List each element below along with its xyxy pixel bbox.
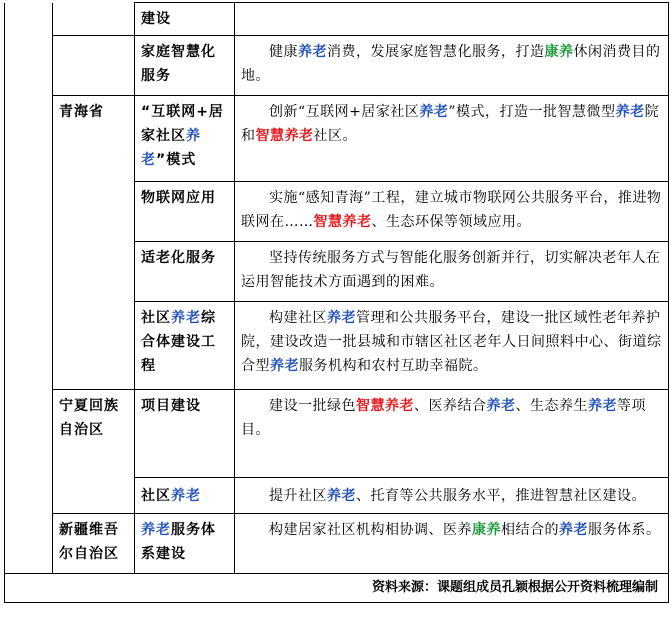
text-segment: 、生态养生 <box>515 398 588 414</box>
desc-cell <box>235 36 669 96</box>
text-segment: 社区。 <box>313 128 357 144</box>
text-segment: 服务体系。 <box>588 522 661 538</box>
province-cell: 青海省 <box>53 96 135 390</box>
province-cell <box>53 36 135 96</box>
source-note: 资料来源：课题组成员孔颖根据公开资料梳理编制 <box>5 574 669 603</box>
text-segment: 构建居家社区机构相协调、医养 <box>269 522 472 538</box>
text-segment: 院和 <box>241 104 660 144</box>
table-row <box>5 574 669 603</box>
keyword-highlight: 养老 <box>419 104 449 120</box>
text-segment: 适老化服务 <box>141 250 216 266</box>
desc-cell <box>235 390 669 478</box>
keyword-highlight: 养老 <box>327 487 356 504</box>
policy-table <box>4 2 669 603</box>
item-cell <box>135 514 235 574</box>
text-segment: 等项目。 <box>241 398 646 438</box>
table-row <box>5 3 669 36</box>
item-cell <box>135 182 235 242</box>
text-segment: 建设一批绿色 <box>269 398 356 414</box>
table-row <box>5 514 669 574</box>
desc-cell <box>235 242 669 302</box>
keyword-highlight: 康养 <box>472 522 501 538</box>
text-segment: 项目建设 <box>141 398 201 414</box>
item-cell <box>135 242 235 302</box>
text-segment: 管理和公共服务平台，建设一批区域性老年养护院，建设改造一批县城和市辖区社区老年人日间照料中心、街道综合型 <box>241 310 662 374</box>
keyword-highlight: 康养 <box>544 44 574 60</box>
text-segment: 、医养结合 <box>414 398 487 414</box>
keyword-highlight: 养老 <box>486 398 516 414</box>
text-segment: 服务体系建设 <box>141 522 216 562</box>
keyword-highlight: 养老 <box>171 310 201 326</box>
item-cell <box>135 3 235 36</box>
desc-cell <box>235 514 669 574</box>
keyword-highlight: 养老 <box>270 358 299 374</box>
desc-cell <box>235 3 669 36</box>
text-segment: ”模式 <box>156 152 197 168</box>
table-row <box>5 96 669 182</box>
keyword-highlight: 智慧养老 <box>356 398 414 414</box>
province-cell: 宁夏回族自治区 <box>53 390 135 514</box>
item-cell <box>135 478 235 514</box>
text-segment: 消费，发展家庭智慧化服务，打造 <box>327 44 545 60</box>
keyword-highlight: 养老 <box>588 398 617 414</box>
text-segment: 坚持传统服务方式与智能化服务创新并行，切实解决老年人在运用智能技术方面遇到的困难。 <box>241 250 661 290</box>
province-cell <box>53 3 135 36</box>
item-cell <box>135 390 235 478</box>
text-segment: 物联网应用 <box>141 190 216 206</box>
text-segment: 社区 <box>141 310 171 326</box>
item-cell <box>135 302 235 390</box>
item-cell <box>135 96 235 182</box>
text-segment: 综合体建设工程 <box>141 310 216 374</box>
keyword-highlight: 养老 <box>171 487 201 504</box>
text-segment: 构建社区 <box>269 310 327 326</box>
text-segment: 服务机构和农村互助幸福院。 <box>299 358 488 374</box>
province-cell: 新疆维吾尔自治区 <box>53 514 135 574</box>
text-segment: 创新“互联网+居家社区 <box>269 104 420 120</box>
keyword-highlight: 养老 <box>298 44 327 60</box>
text-segment: “互联网+居家社区 <box>141 104 224 144</box>
keyword-highlight: 智慧养老 <box>313 214 372 230</box>
text-segment: 、生态环保等领域应用。 <box>371 214 531 230</box>
desc-cell <box>235 182 669 242</box>
text-segment: 相结合的 <box>501 522 559 538</box>
text-segment: 家庭智慧化服务 <box>141 44 216 84</box>
table-row <box>5 390 669 478</box>
text-segment: 、托育等公共服务水平，推进智慧社区建设。 <box>356 487 646 504</box>
keyword-highlight: 养老 <box>141 522 171 538</box>
desc-cell <box>235 478 669 514</box>
keyword-highlight: 养老 <box>141 128 201 168</box>
table-row <box>5 36 669 96</box>
text-segment: 社区 <box>141 487 171 504</box>
keyword-highlight: 养老 <box>615 104 645 120</box>
keyword-highlight: 智慧养老 <box>255 128 314 144</box>
text-segment: 健康 <box>269 44 298 60</box>
text-segment: 建设 <box>141 11 171 27</box>
desc-cell <box>235 96 669 182</box>
text-segment: ”模式，打造一批智慧微型 <box>448 104 616 120</box>
text-segment: 实施“感知青海”工程，建立城市物联网公共服务平台，推进物联网在…… <box>241 190 662 230</box>
text-segment: 休闲消费目的地。 <box>241 44 661 84</box>
keyword-highlight: 养老 <box>327 310 356 326</box>
item-cell <box>135 36 235 96</box>
desc-cell <box>235 302 669 390</box>
text-segment: 提升社区 <box>269 487 327 504</box>
index-cell <box>5 3 53 574</box>
keyword-highlight: 养老 <box>559 522 588 538</box>
